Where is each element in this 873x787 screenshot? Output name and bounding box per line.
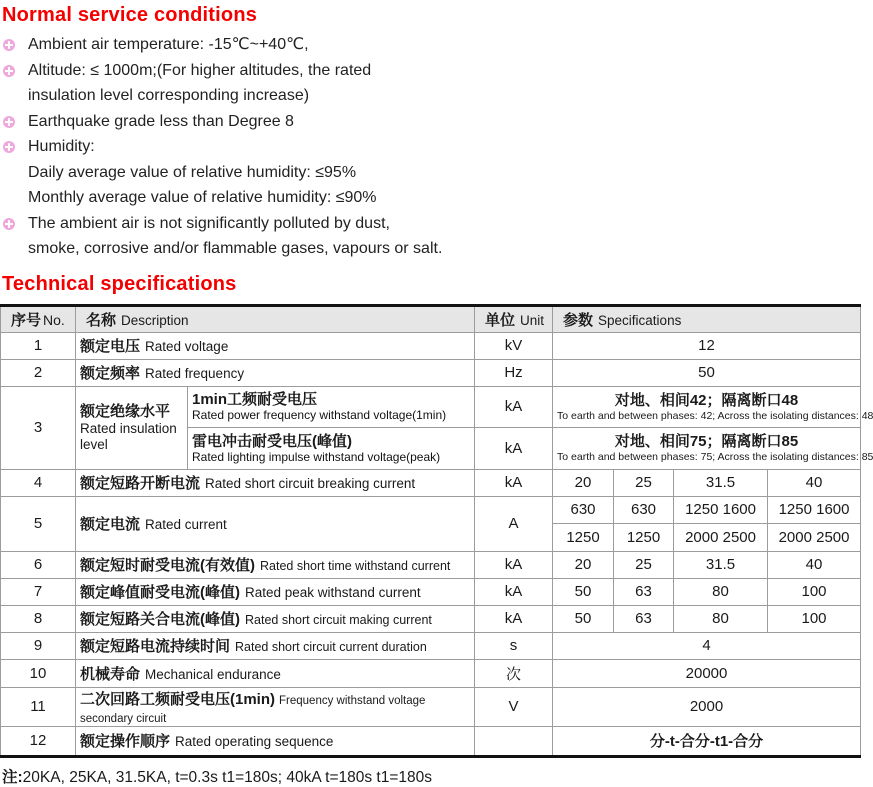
- description-sub-cell: 1min工频耐受电压 Rated power frequency withstand voltage(1min): [188, 386, 475, 427]
- description-cell: 额定短路关合电流(峰值) Rated short circuit making current: [76, 605, 475, 632]
- row-number-cell: 5: [1, 496, 76, 551]
- value-cell: 40: [768, 469, 861, 496]
- table-row: [1, 359, 861, 386]
- header-no: 序号 No.: [1, 305, 76, 332]
- row-number-cell: 8: [1, 605, 76, 632]
- value-cell: 1250 1600: [674, 496, 768, 523]
- row-number-cell: 12: [1, 726, 76, 756]
- value-cell: 63: [614, 605, 674, 632]
- table-row: [1, 386, 861, 427]
- value-cell: 12: [553, 332, 861, 359]
- footnote: [2, 765, 860, 787]
- value-cell: 2000 2500: [674, 523, 768, 551]
- value-cell: 50: [553, 359, 861, 386]
- list-item: [0, 211, 860, 262]
- condition-line: Daily average value of relative humidity: ≤95%: [28, 163, 357, 181]
- description-cell: 额定峰值耐受电流(峰值) Rated peak withstand current: [76, 578, 475, 605]
- table-row: [1, 332, 861, 359]
- unit-cell: Hz: [475, 359, 553, 386]
- description-cell: 机械寿命 Mechanical endurance: [76, 659, 475, 687]
- unit-cell: s: [475, 632, 553, 659]
- row-number-cell: 2: [1, 359, 76, 386]
- value-cell: 4: [553, 632, 861, 659]
- table-row: [1, 659, 861, 687]
- row-number-cell: 11: [1, 687, 76, 726]
- value-cell: 1250: [553, 523, 614, 551]
- condition-line: Earthquake grade less than Degree 8: [28, 112, 294, 130]
- value-cell: 分-t-合分-t1-合分: [553, 726, 861, 756]
- unit-cell: kA: [475, 551, 553, 578]
- section-title-normal-service-conditions: Normal service conditions: [2, 4, 258, 26]
- value-cell: 630: [614, 496, 674, 523]
- row-number-cell: 3: [1, 386, 76, 469]
- plus-bullet-icon: [3, 116, 15, 128]
- row-number-cell: 9: [1, 632, 76, 659]
- condition-line: Humidity:: [28, 138, 95, 155]
- service-conditions-list: [0, 32, 860, 262]
- table-row: [1, 605, 861, 632]
- description-cell: 额定短路电流持续时间 Rated short circuit current duration: [76, 632, 475, 659]
- condition-line: insulation level corresponding increase): [28, 87, 310, 104]
- value-cell: 2000 2500: [768, 523, 861, 551]
- value-cell: 25: [614, 551, 674, 578]
- unit-cell: 次: [475, 659, 553, 687]
- list-item: [0, 134, 860, 211]
- plus-bullet-icon: [3, 65, 15, 77]
- list-item: [0, 32, 860, 58]
- technical-specifications-table: [0, 304, 873, 758]
- table-row: [1, 551, 861, 578]
- row-number-cell: 4: [1, 469, 76, 496]
- value-cell: 对地、相间75；隔离断口85 To earth and between phases: 75; Across the isolating distances: 85: [553, 427, 861, 469]
- condition-line: The ambient air is not significantly polluted by dust,: [28, 214, 390, 232]
- value-cell: 1250: [614, 523, 674, 551]
- row-number-cell: 7: [1, 578, 76, 605]
- condition-line: smoke, corrosive and/or flammable gases, vapours or salt.: [28, 240, 443, 257]
- unit-cell: [475, 726, 553, 756]
- value-cell: 80: [674, 605, 768, 632]
- value-cell: 2000: [553, 687, 861, 726]
- description-cell: 额定操作顺序 Rated operating sequence: [76, 726, 475, 756]
- footnote-label: 注:: [2, 768, 23, 786]
- table-row: [1, 632, 861, 659]
- value-cell: 50: [553, 578, 614, 605]
- row-number-cell: 1: [1, 332, 76, 359]
- value-cell: 80: [674, 578, 768, 605]
- value-cell: 63: [614, 578, 674, 605]
- value-cell: 31.5: [674, 551, 768, 578]
- value-cell: 20000: [553, 659, 861, 687]
- plus-bullet-icon: [3, 218, 15, 230]
- list-item: [0, 58, 860, 109]
- value-cell: 20: [553, 469, 614, 496]
- unit-cell: kA: [475, 578, 553, 605]
- header-description: 名称 Description: [76, 305, 475, 332]
- row-number-cell: 10: [1, 659, 76, 687]
- value-cell: 1250 1600: [768, 496, 861, 523]
- description-cell: 额定短时耐受电流(有效值) Rated short time withstand current: [76, 551, 475, 578]
- unit-cell: kA: [475, 427, 553, 469]
- value-cell: 100: [768, 578, 861, 605]
- unit-cell: kA: [475, 605, 553, 632]
- header-specifications: 参数 Specifications: [553, 305, 861, 332]
- section-title-technical-specifications: Technical specifications: [2, 272, 237, 295]
- table-header-row: [1, 305, 861, 332]
- value-cell: 630: [553, 496, 614, 523]
- value-cell: 对地、相间42；隔离断口48 To earth and between phases: 42; Across the isolating distances: 48: [553, 386, 861, 427]
- value-cell: 31.5: [674, 469, 768, 496]
- unit-cell: kV: [475, 332, 553, 359]
- description-cell: 额定短路开断电流 Rated short circuit breaking current: [76, 469, 475, 496]
- unit-cell: kA: [475, 469, 553, 496]
- description-group-cell: 额定绝缘水平 Rated insulation level: [76, 386, 188, 469]
- condition-line: Monthly average value of relative humidity: ≤90%: [28, 189, 377, 206]
- header-unit: 单位 Unit: [475, 305, 553, 332]
- table-row: [1, 687, 861, 726]
- description-cell: 二次回路工频耐受电压(1min) Frequency withstand voltage secondary circuit: [76, 687, 475, 726]
- plus-bullet-icon: [3, 141, 15, 153]
- value-cell: 50: [553, 605, 614, 632]
- description-sub-cell: 雷电冲击耐受电压(峰值) Rated lighting impulse withstand voltage(peak): [188, 427, 475, 469]
- unit-cell: A: [475, 496, 553, 551]
- footnote-text: 20KA, 25KA, 31.5KA, t=0.3s t1=180s; 40kA t=180s t1=180s: [22, 768, 432, 786]
- description-cell: 额定电压 Rated voltage: [76, 332, 475, 359]
- list-item: [0, 109, 860, 135]
- value-cell: 40: [768, 551, 861, 578]
- value-cell: 20: [553, 551, 614, 578]
- description-cell: 额定电流 Rated current: [76, 496, 475, 551]
- value-cell: 100: [768, 605, 861, 632]
- table-row: [1, 496, 861, 523]
- unit-cell: kA: [475, 386, 553, 427]
- description-cell: 额定频率 Rated frequency: [76, 359, 475, 386]
- row-number-cell: 6: [1, 551, 76, 578]
- condition-line: Ambient air temperature: -15℃~+40℃,: [28, 36, 309, 53]
- value-cell: 25: [614, 469, 674, 496]
- table-row: [1, 578, 861, 605]
- table-row: [1, 726, 861, 756]
- table-row: [1, 469, 861, 496]
- plus-bullet-icon: [3, 39, 15, 51]
- condition-line: Altitude: ≤ 1000m;(For higher altitudes, the rated: [28, 61, 372, 79]
- unit-cell: V: [475, 687, 553, 726]
